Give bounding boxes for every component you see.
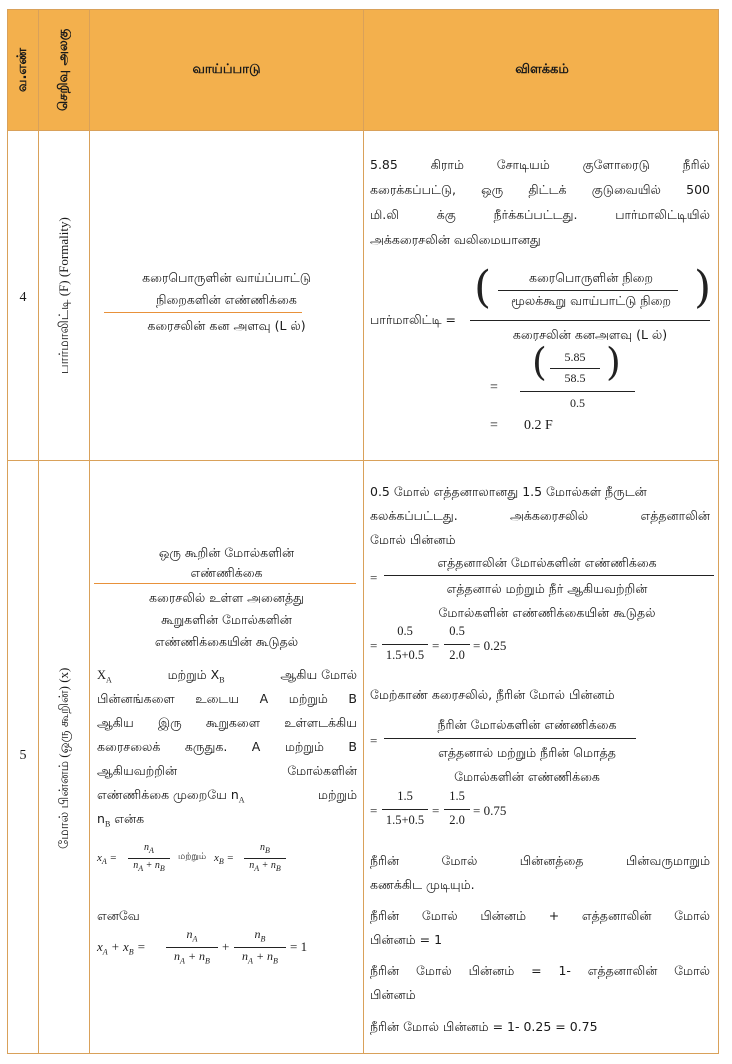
row4-ex-line2: கரைக்கப்பட்டு, ஒரு திட்டக் குடுவையில் 500 [370,182,710,197]
row5-wc-result: = 0.75 [473,803,507,818]
row5-para-line6: எண்ணிக்கை முறையே $n_A$ மற்றும் [97,787,357,805]
row4-paren-left: ( [474,262,492,313]
row5-formula-num1: ஒரு கூறின் மோல்களின் [158,545,295,560]
header-sno: வ.எண் [15,47,30,93]
row5-w-num: நீரின் மோல்களின் எண்ணிக்கை [437,717,617,732]
row5-xa-den: $n_A + n_B$ [133,860,165,873]
row5-sum-eq: = 1 [290,939,308,954]
row5-para-line4: கரைசலைக் கருதுக. A மற்றும் B [97,739,357,754]
row5-wc-num2: 1.5 [449,789,465,803]
row5-para-line7: $n_B$ என்க [97,811,145,829]
row5-wc-eq2: = [432,803,440,818]
row4-v-den: 58.5 [564,371,586,385]
row4-formula-numerator-1: கரைபொருளின் வாய்ப்பாட்டு [142,270,311,285]
row5-ec-eq: = [370,638,378,653]
row5-sum-t2-den: $n_A + n_B$ [242,949,278,966]
row5-alt-line3: நீரின் மோல் பின்னம் + எத்தனாலின் மோல் [370,908,710,923]
row4-formula-numerator-2: நிறைகளின் எண்ணிக்கை [156,292,297,307]
row5-xa-num: $n_A$ [144,842,154,855]
row5-xb-num: $n_B$ [260,842,270,855]
row4-paren-right: ) [694,262,712,313]
row5-alt-line4: பின்னம் = 1 [370,932,443,947]
row5-formula-num2: எண்ணிக்கை [190,565,263,580]
row5-alt-line7: நீரின் மோல் பின்னம் = 1- 0.25 = 0.75 [370,1019,598,1034]
row4-result: 0.2 F [524,418,553,433]
row5-ex-line3: மோல் பின்னம் [370,532,456,547]
row5-therefore: எனவே [97,908,140,923]
row5-formula-den1: கரைசலில் உள்ள அனைத்து [149,590,304,605]
row5-e-num: எத்தனாலின் மோல்களின் எண்ணிக்கை [437,555,657,570]
row4-paren2-left: ( [532,340,547,384]
row5-e-den1: எத்தனால் மற்றும் நீர் ஆகியவற்றின் [446,581,648,596]
row5-w-intro: மேற்காண் கரைசலில், நீரின் மோல் பின்னம் [370,687,615,702]
row5-ex-line1: 0.5 மோல் எத்தனாலானது 1.5 மோல்கள் நீருடன் [370,484,647,499]
header-unit: செறிவு அலகு [56,28,71,112]
row5-sum-plus: + [222,939,230,954]
row5-number: 5 [19,748,27,763]
row5-ec-num2: 0.5 [449,624,465,638]
header-explanation: விளக்கம் [515,62,569,77]
row4-ex-line3: மி.லி க்கு நீர்க்கப்பட்டது. பார்மாலிட்டியில் [370,207,710,222]
row4-calc-den: கரைசலின் கனஅளவு (L ல்) [512,327,668,342]
row5-xb-den: $n_A + n_B$ [249,860,281,873]
row5-xb-label: $x_B$ = [214,852,234,867]
row5-e-eq: = [370,570,378,585]
row4-number: 4 [19,290,27,305]
row4-unit: பார்மாலிட்டி (F) (Formality) [56,217,71,374]
row5-para-line1: $X_A$ மற்றும் $X_B$ ஆகிய மோல் [97,667,357,685]
row5-wc-eq: = [370,803,378,818]
header-formula: வாய்ப்பாடு [192,62,261,77]
row5-para-line2: பின்னங்களை உடைய A மற்றும் B [97,691,357,706]
row5-para-line3: ஆகிய இரு கூறுகளை உள்ளடக்கிய [97,715,357,730]
row4-calc-num2: மூலக்கூறு வாய்பாட்டு நிறை [511,293,671,308]
row5-ec-result: = 0.25 [473,638,507,653]
row5-alt-line1: நீரின் மோல் பின்னத்தை பின்வருமாறும் [370,853,710,868]
row5-para-line5: ஆகியவற்றின் மோல்களின் [97,763,357,778]
row5-ec-den2: 2.0 [449,648,465,662]
row4-eq1: = [490,380,498,395]
row5-wc-den2: 2.0 [449,813,465,827]
row4-formula-denominator: கரைசலின் கன அளவு (L ல்) [147,318,306,333]
row5-alt-line2: கணக்கிட முடியும். [370,877,475,892]
concentration-table [7,9,719,1054]
row5-sum-lhs: $x_A + x_B$ = [97,939,146,957]
row5-wc-den: 1.5+0.5 [385,813,425,827]
row5-formula-den2: கூறுகளின் மோல்களின் [161,612,292,627]
row5-ec-eq2: = [432,638,440,653]
row5-ex-line2: கலக்கப்பட்டது. அக்கரைசலில் எத்தனாலின் [370,508,710,523]
row4-eq2: = [490,418,498,433]
row4-v-outer-den: 0.5 [570,396,585,410]
row5-e-den2: மோல்களின் எண்ணிக்கையின் கூடுதல் [438,605,656,620]
row5-and: மற்றும் [178,852,207,862]
row5-w-den1: எத்தனால் மற்றும் நீரின் மொத்த [438,745,616,760]
row5-alt-line6: பின்னம் [370,987,416,1002]
row5-sum-t1-num: $n_A$ [186,927,198,944]
row4-ex-line1: 5.85 கிராம் சோடியம் குளோரைடு நீரில் [370,157,710,172]
row4-ex-line4: அக்கரைசலின் வலிமையானது [370,232,541,247]
row5-sum-t2-num: $n_B$ [254,927,266,944]
row5-formula-den3: எண்ணிக்கையின் கூடுதல் [154,634,299,649]
row4-paren2-right: ) [606,340,621,384]
row5-w-den2: மோல்களின் எண்ணிக்கை [454,769,600,784]
row5-xa-label: $x_A$ = [97,852,117,867]
row5-unit: மோல் பின்னம் (ஒரு கூறின்) (x) [56,667,71,849]
row5-w-eq: = [370,733,378,748]
row5-ec-den: 1.5+0.5 [385,648,425,662]
row5-alt-line5: நீரின் மோல் பின்னம் = 1- எத்தனாலின் மோல் [370,963,710,978]
row5-ec-num: 0.5 [397,624,413,638]
row4-calc-num1: கரைபொருளின் நிறை [528,270,654,285]
row4-calc-label: பார்மாலிட்டி = [370,312,457,327]
row4-v-num: 5.85 [564,350,586,364]
row5-sum-t1-den: $n_A + n_B$ [174,949,210,966]
row5-wc-num: 1.5 [397,789,413,803]
